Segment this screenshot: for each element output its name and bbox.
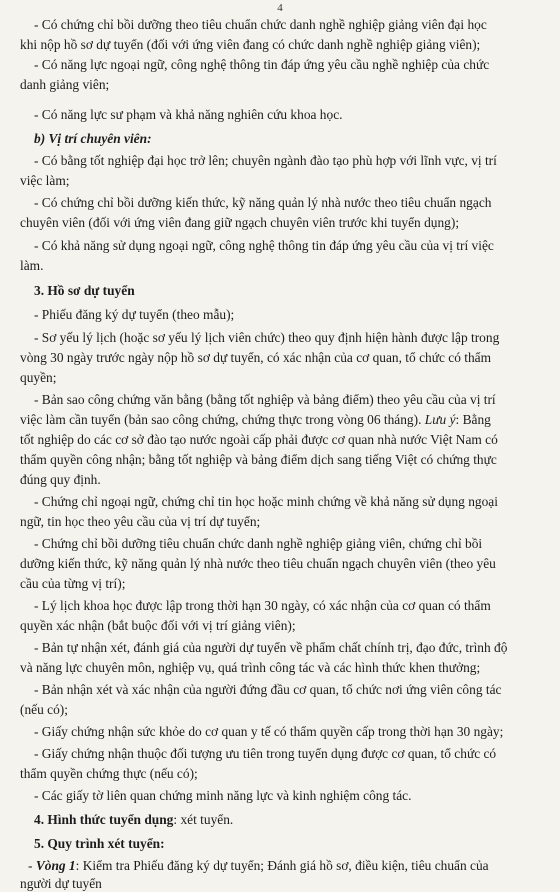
text-segment: b) Vị trí chuyên viên:	[34, 131, 152, 146]
text-line	[0, 788, 560, 804]
text-segment: - Có chứng chỉ bồi dưỡng kiến thức, kỹ năng quản lý nhà nước theo tiêu chuẩn ngạch	[34, 195, 492, 210]
text-segment: và năng lực chuyên môn, nghiệp vụ, quá trình công tác và các hình thức khen thưởng;	[20, 660, 481, 675]
text-segment: vòng 30 ngày trước ngày nộp hồ sơ dự tuyển, có xác nhận của cơ quan, tổ chức có thẩm	[20, 350, 492, 365]
text-line	[0, 660, 560, 676]
text-segment: dưỡng kiến thức, kỹ năng quản lý nhà nước theo tiêu chuẩn ngạch chuyên viên (theo yêu	[20, 556, 496, 571]
text-segment: việc làm cần tuyển (bản sao công chứng, chứng thực trong vòng 06 tháng).	[20, 412, 425, 427]
text-segment: quyền;	[20, 370, 57, 385]
text-segment: - Chứng chỉ bồi dưỡng tiêu chuẩn chức danh nghề nghiệp giảng viên, chứng chỉ bồi	[34, 536, 483, 551]
text-segment: - Có chứng chỉ bồi dưỡng theo tiêu chuẩn chức danh nghề nghiệp giảng viên đại học	[34, 17, 487, 32]
text-line	[0, 556, 560, 572]
text-line	[0, 77, 560, 93]
text-line	[0, 452, 560, 468]
text-line	[0, 37, 560, 53]
text-segment: thẩm quyền công nhận; bằng tốt nghiệp và bảng điểm dịch sang tiếng Việt có chứng thực	[20, 452, 497, 467]
text-segment: Vòng 1	[35, 858, 76, 873]
text-line	[0, 472, 560, 488]
text-line	[0, 576, 560, 592]
text-line	[0, 812, 560, 828]
text-line	[0, 858, 560, 874]
text-line	[0, 238, 560, 254]
text-segment: làm.	[20, 258, 44, 273]
text-line	[0, 746, 560, 762]
text-line	[0, 258, 560, 274]
text-line	[0, 173, 560, 189]
text-segment: Lưu ý	[424, 412, 456, 427]
text-segment: - Có bằng tốt nghiệp đại học trở lên; chuyên ngành đào tạo phù hợp với lĩnh vực, vị trí	[34, 153, 497, 168]
text-segment: cầu của từng vị trí);	[20, 576, 126, 591]
text-line	[0, 724, 560, 740]
text-line	[0, 153, 560, 169]
text-segment: : xét tuyển.	[173, 812, 234, 827]
text-line	[0, 350, 560, 366]
text-line	[0, 514, 560, 530]
text-segment: - Bản sao công chứng văn bằng (bằng tốt nghiệp và bảng điểm) theo yêu cầu của vị trí	[34, 392, 496, 407]
page-number: 4	[277, 2, 283, 14]
text-line	[0, 107, 560, 123]
text-segment: đúng quy định.	[20, 472, 101, 487]
text-line	[0, 494, 560, 510]
text-line	[0, 536, 560, 552]
text-segment: ngữ, tin học theo yêu cầu của vị trí dự tuyển;	[20, 514, 261, 529]
text-line	[0, 432, 560, 448]
text-segment: 5. Quy trình xét tuyển:	[34, 836, 165, 851]
text-segment: 4. Hình thức tuyển dụng	[34, 812, 174, 827]
text-segment: - Sơ yếu lý lịch (hoặc sơ yếu lý lịch viên chức) theo quy định hiện hành được lập trong	[34, 330, 500, 345]
text-line	[0, 215, 560, 231]
text-line	[0, 702, 560, 718]
text-line	[0, 330, 560, 346]
text-segment: - Bản nhận xét và xác nhận của người đứng đầu cơ quan, tổ chức nơi ứng viên công tác	[34, 682, 502, 697]
text-segment: (nếu có);	[20, 702, 68, 717]
text-line	[0, 598, 560, 614]
text-line	[0, 131, 560, 147]
text-line	[0, 412, 560, 428]
text-line	[0, 17, 560, 33]
text-segment: - Giấy chứng nhận thuộc đối tượng ưu tiên trong tuyển dụng được cơ quan, tổ chức có	[34, 746, 497, 761]
text-segment: việc làm;	[20, 173, 70, 188]
text-segment: - Chứng chỉ ngoại ngữ, chứng chỉ tin học hoặc minh chứng về khả năng sử dụng ngoại	[34, 494, 498, 509]
text-line	[0, 836, 560, 852]
text-line	[0, 370, 560, 386]
text-segment: : Kiểm tra Phiếu đăng ký dự tuyển; Đánh giá hồ sơ, điều kiện, tiêu chuẩn của	[75, 858, 489, 873]
text-segment: - Giấy chứng nhận sức khỏe do cơ quan y tế có thẩm quyền cấp trong thời hạn 30 ngày;	[34, 724, 504, 739]
text-segment: 3. Hồ sơ dự tuyển	[34, 283, 135, 298]
text-segment: quyền xác nhận (bắt buộc đối với vị trí giảng viên);	[20, 618, 296, 633]
text-line	[0, 766, 560, 782]
text-segment: -	[28, 858, 36, 873]
text-line	[0, 57, 560, 73]
text-segment: - Có năng lực sư phạm và khả năng nghiên cứu khoa học.	[34, 107, 343, 122]
text-line	[0, 392, 560, 408]
text-line	[0, 876, 560, 892]
text-segment: khi nộp hồ sơ dự tuyển (đối với ứng viên đang có chức danh nghề nghiệp giảng viên);	[20, 37, 481, 52]
text-segment: - Bản tự nhận xét, đánh giá của người dự tuyển về phẩm chất chính trị, đạo đức, trình độ	[34, 640, 508, 655]
text-line	[0, 682, 560, 698]
text-segment: thẩm quyền chứng thực (nếu có);	[20, 766, 198, 781]
text-segment: danh giảng viên;	[20, 77, 110, 92]
text-segment: - Lý lịch khoa học được lập trong thời hạn 30 ngày, có xác nhận của cơ quan có thẩm	[34, 598, 491, 613]
text-segment: chuyên viên (đối với ứng viên đang giữ ngạch chuyên viên trước khi tuyển dụng);	[20, 215, 460, 230]
text-segment: - Các giấy tờ liên quan chứng minh năng lực và kinh nghiệm công tác.	[34, 788, 412, 803]
text-segment: tốt nghiệp do các cơ sở đào tạo nước ngoài cấp phải được cơ quan nhà nước Việt Nam có	[20, 432, 498, 447]
text-segment: : Bằng	[455, 412, 491, 427]
text-line	[0, 640, 560, 656]
text-line	[0, 307, 560, 323]
text-line	[0, 618, 560, 634]
text-segment: - Phiếu đăng ký dự tuyển (theo mẫu);	[34, 307, 235, 322]
text-segment: - Có khả năng sử dụng ngoại ngữ, công nghệ thông tin đáp ứng yêu cầu của vị trí việc	[34, 238, 494, 253]
text-line	[0, 283, 560, 299]
text-line	[0, 195, 560, 211]
text-segment: người dự tuyển	[20, 876, 102, 891]
text-segment: - Có năng lực ngoại ngữ, công nghệ thông tin đáp ứng yêu cầu nghề nghiệp của chức	[34, 57, 490, 72]
